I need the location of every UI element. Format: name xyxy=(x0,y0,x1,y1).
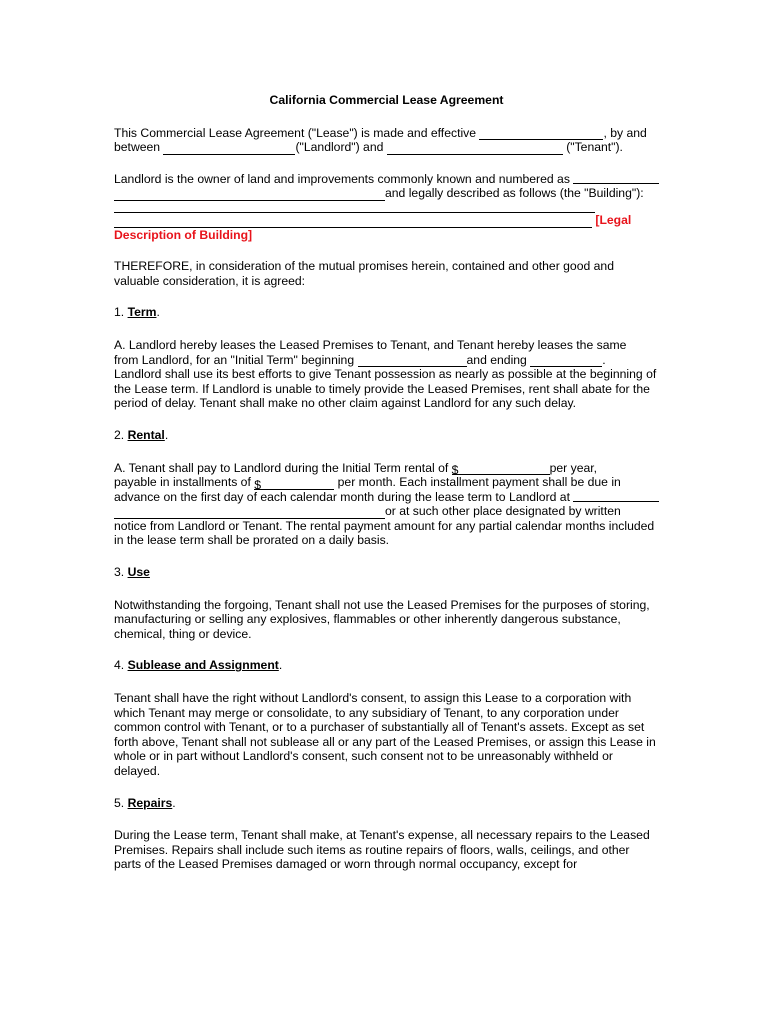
intro-text: ("Landlord") and xyxy=(295,140,384,155)
annual-rent-blank[interactable]: $ xyxy=(452,463,550,475)
section-5-heading: 5. Repairs. xyxy=(114,795,176,810)
landlord-name-blank[interactable] xyxy=(163,143,295,155)
intro-paragraph xyxy=(114,126,659,155)
term-end-blank[interactable] xyxy=(530,355,602,367)
therefore-paragraph: THEREFORE, in consideration of the mutual promises herein, contained and other good and valuable consideration, it is agreed: xyxy=(114,259,614,288)
section-5-body: During the Lease term, Tenant shall make, at Tenant's expense, all necessary repairs to the Leased Premises. Repairs shall include such items as routine repairs of floors, walls, ceilings, and other parts of the Leased Premises damaged or worn through normal occupancy, except for xyxy=(114,828,650,872)
term-text: Landlord shall use its best efforts to give Tenant possession as nearly as possible at the beginning of the Lease term. If Landlord is unable to timely provide the Leased Premises, rent shall abate for the period of delay. Tenant shall make no other claim against Landlord for any such delay. xyxy=(114,367,657,411)
effective-date-blank[interactable] xyxy=(479,128,603,140)
term-start-blank[interactable] xyxy=(358,355,467,367)
payment-address-blank-2[interactable] xyxy=(114,507,385,519)
intro-text: , by and xyxy=(603,125,647,140)
lease-document xyxy=(114,93,659,889)
landlord-text: Landlord is the owner of land and improvements commonly known and numbered as xyxy=(114,171,570,186)
legal-description-label-cont: Description of Building] xyxy=(114,227,253,242)
payment-address-blank-1[interactable] xyxy=(573,490,659,502)
section-4-body: Tenant shall have the right without Landlord's consent, to assign this Lease to a corporation with which Tenant may merge or consolidate, to any subsidiary of Tenant, to any corporation under common control with Tenant, or to a purchaser of substantially all of Tenant's assets. Except as set forth above, Tenant shall not sublease all or any part of the Leased Premises, or assign this Lease in whole or in part without Landlord's consent, such consent not to be unreasonably withheld or delayed. xyxy=(114,691,656,778)
document-title: California Commercial Lease Agreement xyxy=(269,93,504,107)
intro-text: between xyxy=(114,140,161,155)
intro-text: This Commercial Lease Agreement ("Lease") is made and effective xyxy=(114,125,477,140)
section-1-body: A. Landlord hereby leases the Leased Premises to Tenant, and Tenant hereby leases the same from Landlord, for an "Initial Term" beginning and ending . Landlord shall use its best efforts to give Tenant possession as nearly as possible at the beginning of the Lease term. If Landlord is unable to timely provide the Leased Premises, rent shall abate for the period of delay. Tenant shall make no other claim against Landlord for any such delay. xyxy=(114,338,659,411)
legal-description-blank-2[interactable] xyxy=(114,216,592,228)
section-1-heading: 1. Term. xyxy=(114,305,160,320)
landlord-paragraph xyxy=(114,172,659,242)
landlord-text: and legally described as follows (the "Building"): xyxy=(385,186,644,201)
section-4-heading: 4. Sublease and Assignment. xyxy=(114,658,283,673)
rental-text: notice from Landlord or Tenant. The rental payment amount for any partial calendar months included in the lease term shall be prorated on a daily basis. xyxy=(114,518,655,548)
section-3-heading: 3. Use xyxy=(114,565,150,580)
monthly-rent-blank[interactable]: $ xyxy=(254,478,334,490)
address-blank-2[interactable] xyxy=(114,189,385,201)
address-blank-1[interactable] xyxy=(573,172,659,184)
intro-text: ("Tenant"). xyxy=(566,140,623,155)
section-3-body: Notwithstanding the forgoing, Tenant shall not use the Leased Premises for the purposes of storing, manufacturing or selling any explosives, flammables or other inherently dangerous substance, chemical, thing or device. xyxy=(114,597,650,641)
section-2-body: A. Tenant shall pay to Landlord during the Initial Term rental of $ per year, payable in installments of $ per month. Each installment payment shall be due in advance on the first day of each calendar month during the lease term to Landlord at or at such other place designated by written notice from Landlord or Tenant. The rental payment amount for any partial calendar months included in the lease term shall be prorated on a daily basis. xyxy=(114,461,659,549)
term-text: A. Landlord hereby leases the Leased Premises to Tenant, and Tenant hereby leases the same xyxy=(114,337,627,352)
legal-description-blank-1[interactable] xyxy=(114,201,595,213)
tenant-name-blank[interactable] xyxy=(387,143,563,155)
legal-description-label: [Legal xyxy=(595,212,632,227)
section-2-heading: 2. Rental. xyxy=(114,427,169,442)
